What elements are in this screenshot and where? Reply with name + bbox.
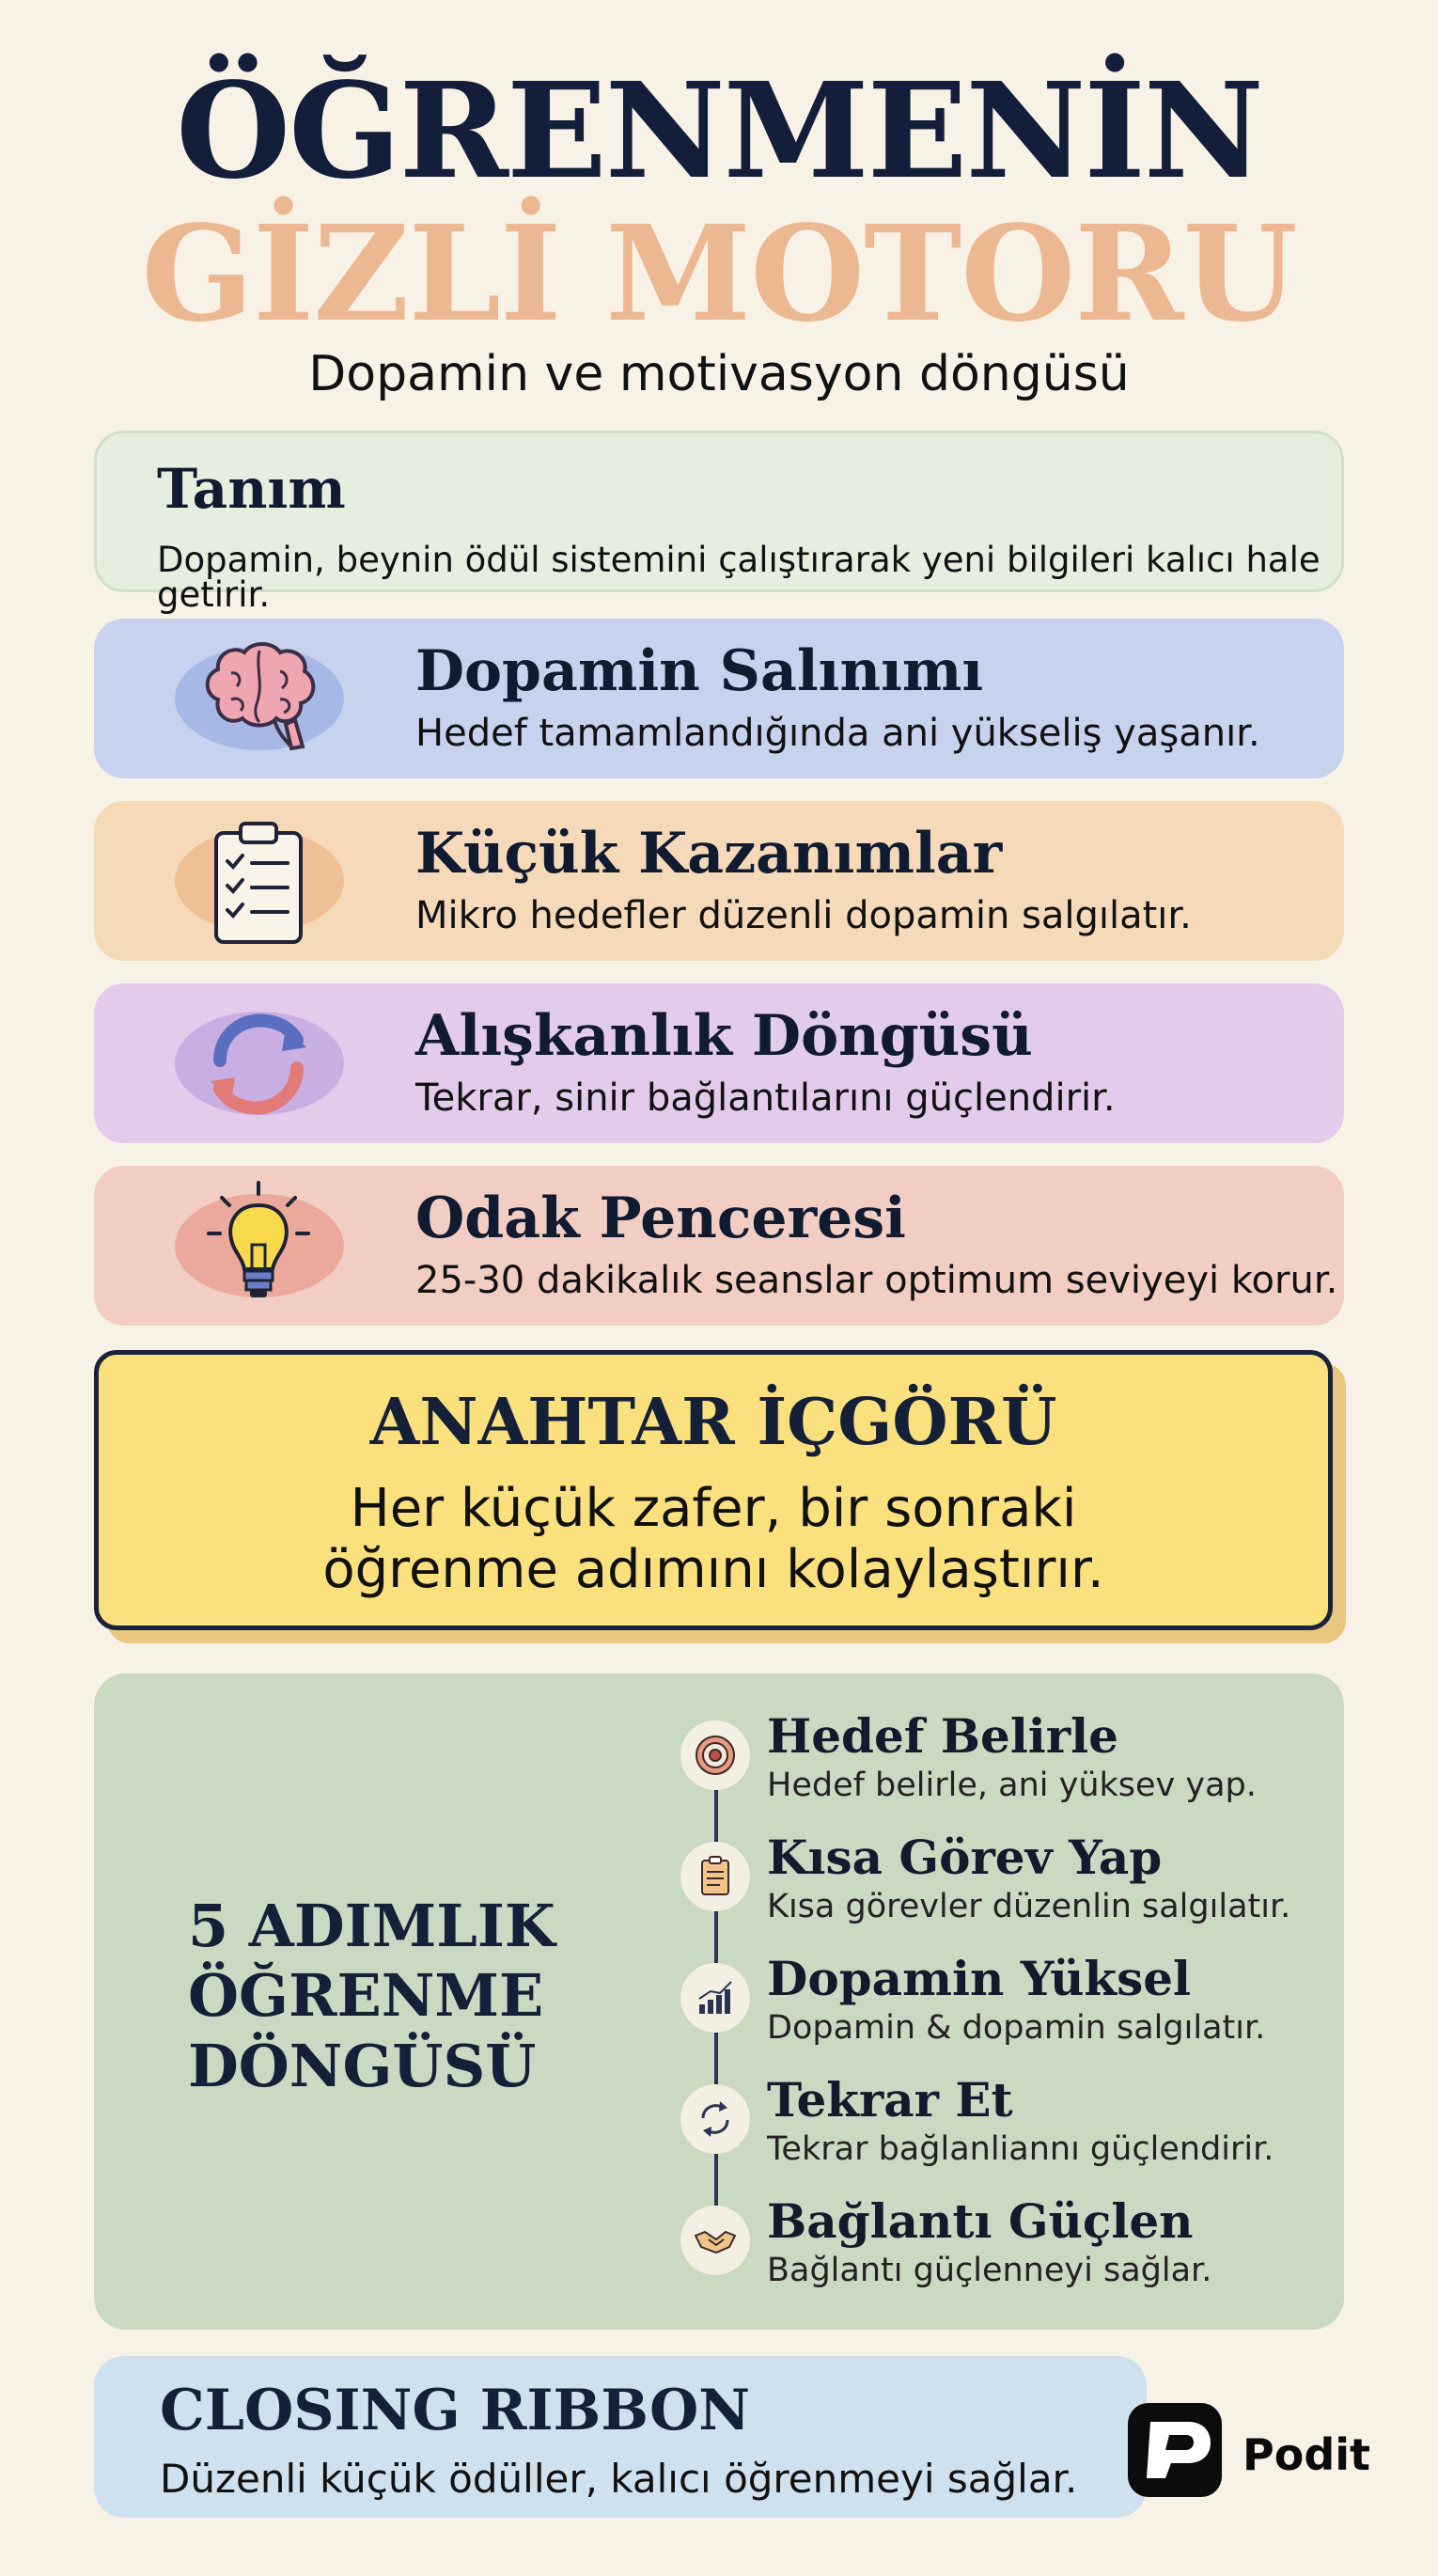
repeat-icon <box>692 2096 739 2143</box>
insight-title: ANAHTAR İÇGÖRÜ <box>369 1385 1057 1460</box>
feature-card-odak-penceresi <box>94 1166 1344 1326</box>
cycle-title-line-2: ÖĞRENME <box>188 1961 544 2031</box>
brain-icon <box>188 630 329 767</box>
step-title: Kısa Görev Yap <box>767 1830 1163 1885</box>
definition-card <box>94 431 1344 615</box>
cycle-step <box>680 1708 1338 1816</box>
step-description: Tekrar bağlanliannı güçlendirir. <box>767 2130 1274 2168</box>
learning-cycle-card <box>94 1673 1344 2330</box>
subtitle: Dopamin ve motivasyon döngüsü <box>308 346 1130 402</box>
clipboard-icon <box>692 1853 739 1900</box>
key-insight-box <box>94 1350 1333 1630</box>
step-title: Tekrar Et <box>767 2072 1013 2128</box>
step-icon-circle <box>680 1842 750 1911</box>
step-title: Bağlantı Güçlen <box>767 2193 1194 2249</box>
closing-title: CLOSING RIBBON <box>160 2378 751 2443</box>
feature-description: Tekrar, sinir bağlantılarını güçlendirir. <box>415 1076 1116 1120</box>
insight-text <box>99 1479 1328 1601</box>
step-icon-circle <box>680 2206 750 2275</box>
cycle-step <box>680 2193 1338 2301</box>
step-description: Dopamin & dopamin salgılatır. <box>767 2009 1266 2047</box>
feature-description: 25-30 dakikalık seanslar optimum seviyeyi korur. <box>415 1259 1338 1302</box>
definition-text: Dopamin, beynin ödül sistemini çalıştırarak yeni bilgileri kalıcı hale getirir. <box>157 540 1321 615</box>
cycle-step <box>680 1951 1338 2059</box>
feature-title: Dopamin Salınımı <box>415 638 984 704</box>
brand-name: Podit <box>1243 2429 1371 2480</box>
feature-card-dopamin-salinimi <box>94 619 1344 778</box>
feature-card-aliskanlik-dongusu <box>94 983 1344 1143</box>
podit-logo-icon <box>1128 2403 1222 2497</box>
step-icon-circle <box>680 1720 750 1790</box>
brand <box>1128 2403 1410 2497</box>
step-icon-circle <box>680 2084 750 2154</box>
step-description: Kısa görevler düzenlin salgılatır. <box>767 1888 1291 1925</box>
insight-line-2: öğrenme adımını kolaylaştırır. <box>322 1538 1104 1600</box>
feature-card-kucuk-kazanimlar <box>94 801 1344 961</box>
definition-title: Tanım <box>157 457 346 521</box>
cycle-title-line-3: DÖNGÜSÜ <box>188 2031 537 2100</box>
feature-title: Odak Penceresi <box>415 1186 906 1251</box>
growth-chart-icon <box>692 1974 739 2021</box>
step-title: Hedef Belirle <box>767 1708 1118 1764</box>
insight-line-1: Her küçük zafer, bir sonraki <box>350 1478 1077 1539</box>
target-icon <box>692 1732 739 1779</box>
step-description: Bağlantı güçlenneyi sağlar. <box>767 2252 1212 2289</box>
handshake-icon <box>692 2217 739 2264</box>
step-title: Dopamin Yüksel <box>767 1951 1192 2006</box>
title-line-2: GİZLİ MOTORU <box>141 197 1297 352</box>
feature-title: Alışkanlık Döngüsü <box>415 1003 1033 1069</box>
cycle-step <box>680 2072 1338 2180</box>
closing-text: Düzenli küçük ödüller, kalıcı öğrenmeyi sağlar. <box>160 2456 1078 2502</box>
lightbulb-icon <box>188 1177 329 1314</box>
cycle-title-line-1: 5 ADIMLIK <box>188 1892 555 1960</box>
closing-ribbon <box>94 2356 1147 2518</box>
step-description: Hedef belirle, ani yüksev yap. <box>767 1767 1257 1804</box>
title-line-1: ÖĞRENMENİN <box>176 55 1262 209</box>
clipboard-checklist-icon <box>188 812 329 950</box>
step-icon-circle <box>680 1963 750 2033</box>
feature-title: Küçük Kazanımlar <box>415 821 1003 887</box>
feature-description: Hedef tamamlandığında ani yükseliş yaşanır. <box>415 712 1260 755</box>
cycle-arrows-icon <box>188 995 329 1132</box>
cycle-step <box>680 1830 1338 1938</box>
feature-description: Mikro hedefler düzenli dopamin salgılatır. <box>415 894 1192 937</box>
cycle-title <box>188 1892 555 2101</box>
